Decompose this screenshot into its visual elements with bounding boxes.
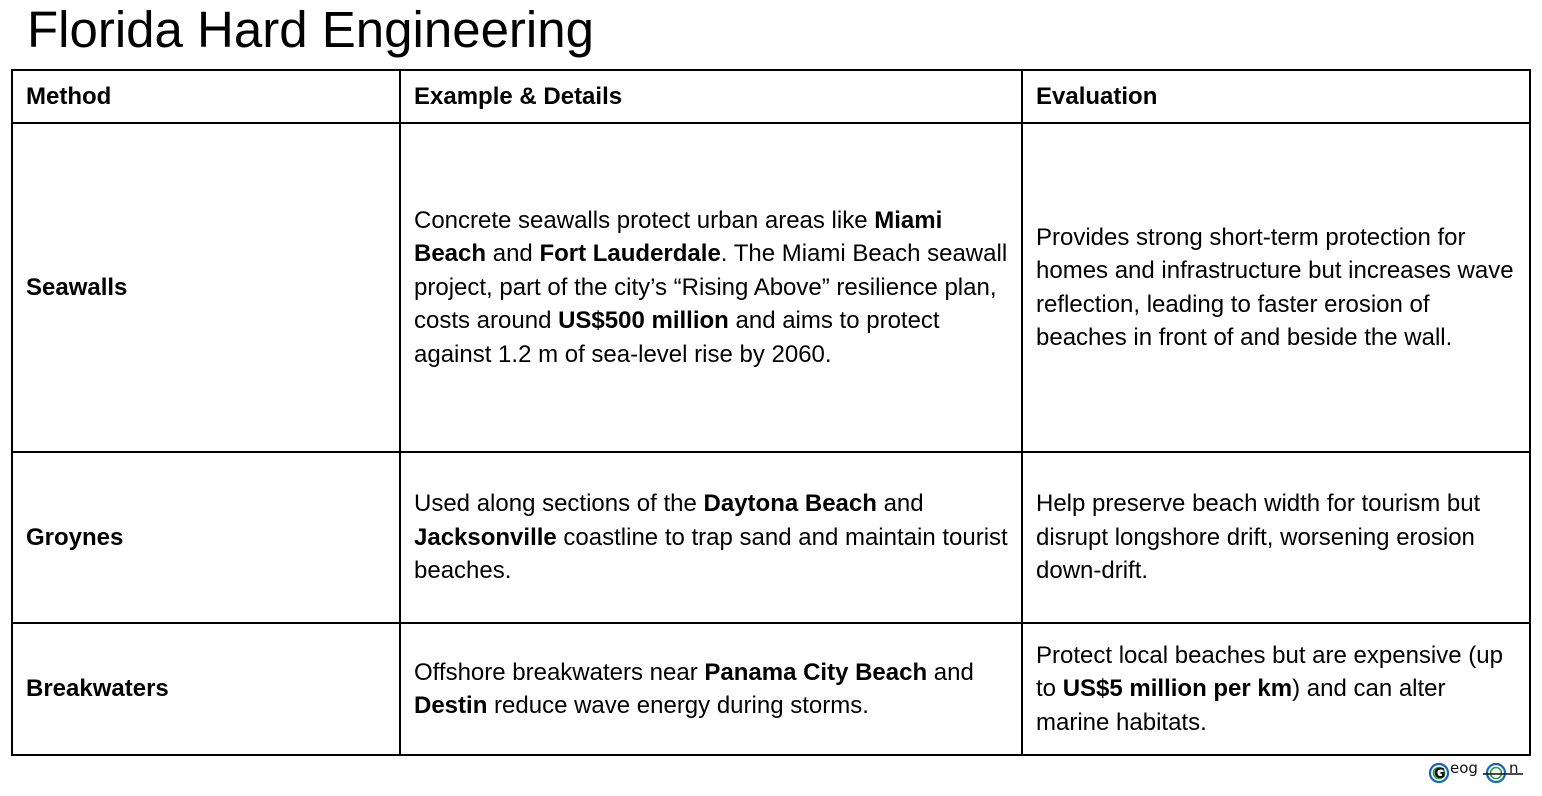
logo-text-eog: eog: [1450, 759, 1478, 777]
details-cell: [400, 123, 1022, 452]
body-text: Used along sections of the: [414, 490, 704, 518]
body-text: Concrete seawalls protect urban areas like: [414, 206, 875, 234]
logo-text-n: n: [1509, 759, 1519, 777]
highlight-text: Destin: [414, 692, 488, 719]
column-header-example-details: Example & Details: [400, 70, 1022, 123]
body-text: ) and can alter marine habitats.: [1036, 675, 1446, 736]
geogon-logo: [1428, 759, 1523, 785]
evaluation-cell: [1022, 452, 1530, 623]
evaluation-cell: [1022, 123, 1530, 452]
hard-engineering-table: [11, 69, 1531, 756]
details-cell: [400, 623, 1022, 755]
logo-letter-g: G: [1434, 766, 1446, 782]
method-cell: Groynes: [12, 452, 400, 623]
body-text: Protect local beaches but are expensive (up to: [1036, 641, 1503, 703]
highlight-text: Jacksonville: [414, 523, 557, 551]
table-row: [12, 123, 1530, 452]
body-text: Help preserve beach width for tourism but disrupt longshore drift, worsening erosion down-drift.: [1036, 490, 1481, 585]
body-text: and: [876, 490, 924, 518]
method-cell: Breakwaters: [12, 623, 400, 755]
body-text: Provides strong short-term protection for homes and infrastructure but increases wave reflection, leading to faster erosion of beaches in front of and beside the wall.: [1036, 223, 1514, 351]
logo-right-inner-ring: [1491, 768, 1502, 779]
method-cell: Seawalls: [12, 123, 400, 452]
hard-engineering-table-wrapper: [11, 69, 1531, 756]
body-text: and: [486, 240, 540, 268]
details-cell: [400, 452, 1022, 623]
highlight-text: US$500 million: [558, 307, 729, 335]
highlight-text: Daytona Beach: [703, 490, 877, 518]
body-text: coastline to trap sand and maintain tourist beaches.: [414, 523, 1008, 585]
table-row: [12, 452, 1530, 623]
body-text: reduce wave energy during storms.: [487, 692, 869, 719]
highlight-text: Panama City Beach: [704, 658, 928, 686]
table-header-row: [12, 70, 1530, 123]
evaluation-cell: [1022, 623, 1530, 755]
column-header-evaluation: Evaluation: [1022, 70, 1530, 123]
body-text: and: [927, 658, 974, 686]
body-text: . The Miami Beach seawall project, part of the city’s “Rising Above” resilience plan, costs around: [414, 240, 1008, 335]
page-title: Florida Hard Engineering: [27, 1, 594, 58]
body-text: Offshore breakwaters near: [414, 658, 705, 686]
table-row: [12, 623, 1530, 755]
highlight-text: US$5 million per km: [1062, 675, 1293, 703]
highlight-text: Fort Lauderdale: [539, 240, 721, 268]
body-text: and aims to protect against 1.2 m of sea-level rise by 2060.: [414, 307, 940, 368]
highlight-text: Miami Beach: [414, 206, 943, 268]
column-header-method: Method: [12, 70, 400, 123]
